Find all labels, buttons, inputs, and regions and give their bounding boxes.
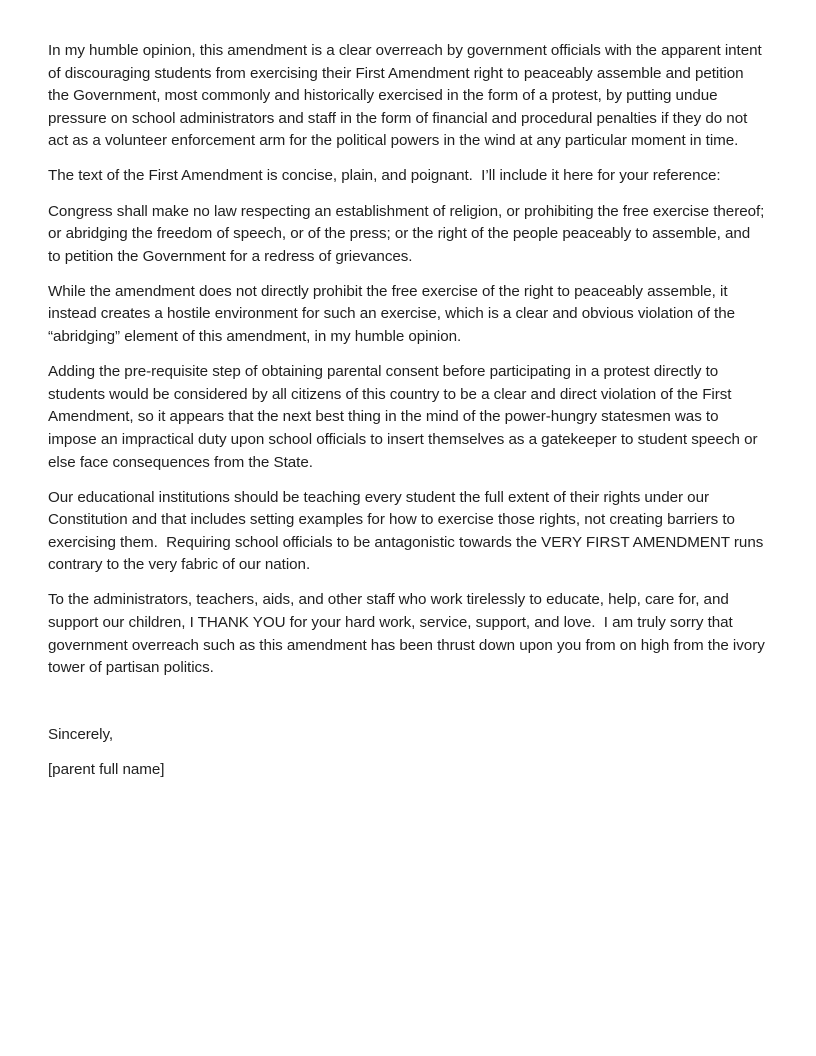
signature-block [48,724,766,782]
paragraph-hostile-environment: While the amendment does not directly prohibit the free exercise of the right to peaceably assemble, it instead creates a hostile environment for such an exercise, which is a clear and obvious violation of the “abridging” element of this amendment, in my humble opinion. [48,282,740,346]
signature-name-placeholder: [parent full name] [48,760,165,778]
paragraph-opinion-overreach: In my humble opinion, this amendment is a clear overreach by government officials with the apparent intent of discouraging students from exercising their First Amendment right to peaceably assemble and petition the Government, most commonly and historically exercised in the form of a protest, by putting undue pressure on school administrators and staff in the form of financial and procedural penalties if they do not act as a volunteer enforcement arm for the political powers in the wind at any particular moment in time. [48,42,766,150]
paragraph-first-amendment-text: Congress shall make no law respecting an establishment of religion, or prohibiting the free exercise thereof; or abridging the freedom of speech, or of the press; or the right of the people peaceably to assemble, and to petition the Government for a redress of grievances. [48,202,769,265]
paragraph-parental-consent: Adding the pre-requisite step of obtaining parental consent before participating in a protest directly to students would be considered by all citizens of this country to be a clear and direct violation of the First Amendment, so it appears that the next best thing in the mind of the power-hungry statesmen was to impose an impractical duty upon school officials to insert themselves as a gatekeeper to student speech or else face consequences from the State. [48,363,762,471]
closing-salutation: Sincerely, [48,725,114,743]
paragraph-educational-institutions: Our educational institutions should be teaching every student the full extent of their rights under our Constitution and that includes setting examples for how to exercise those rights, not creating barriers to exercising them. Requiring school officials to be antagonistic towards the VERY FIRST AMENDMENT runs contrary to the very fabric of our nation. [48,488,768,574]
paragraph-amendment-intro: The text of the First Amendment is concise, plain, and poignant. I’ll include it here for your reference: [48,167,721,185]
paragraph-thank-you-staff: To the administrators, teachers, aids, and other staff who work tirelessly to educate, help, care for, and support our children, I THANK YOU for your hard work, service, support, and love. I am truly sorry that government overreach such as this amendment has been thrust down upon you from on high from the ivory tower of partisan politics. [48,591,769,677]
letter-body [48,40,769,782]
